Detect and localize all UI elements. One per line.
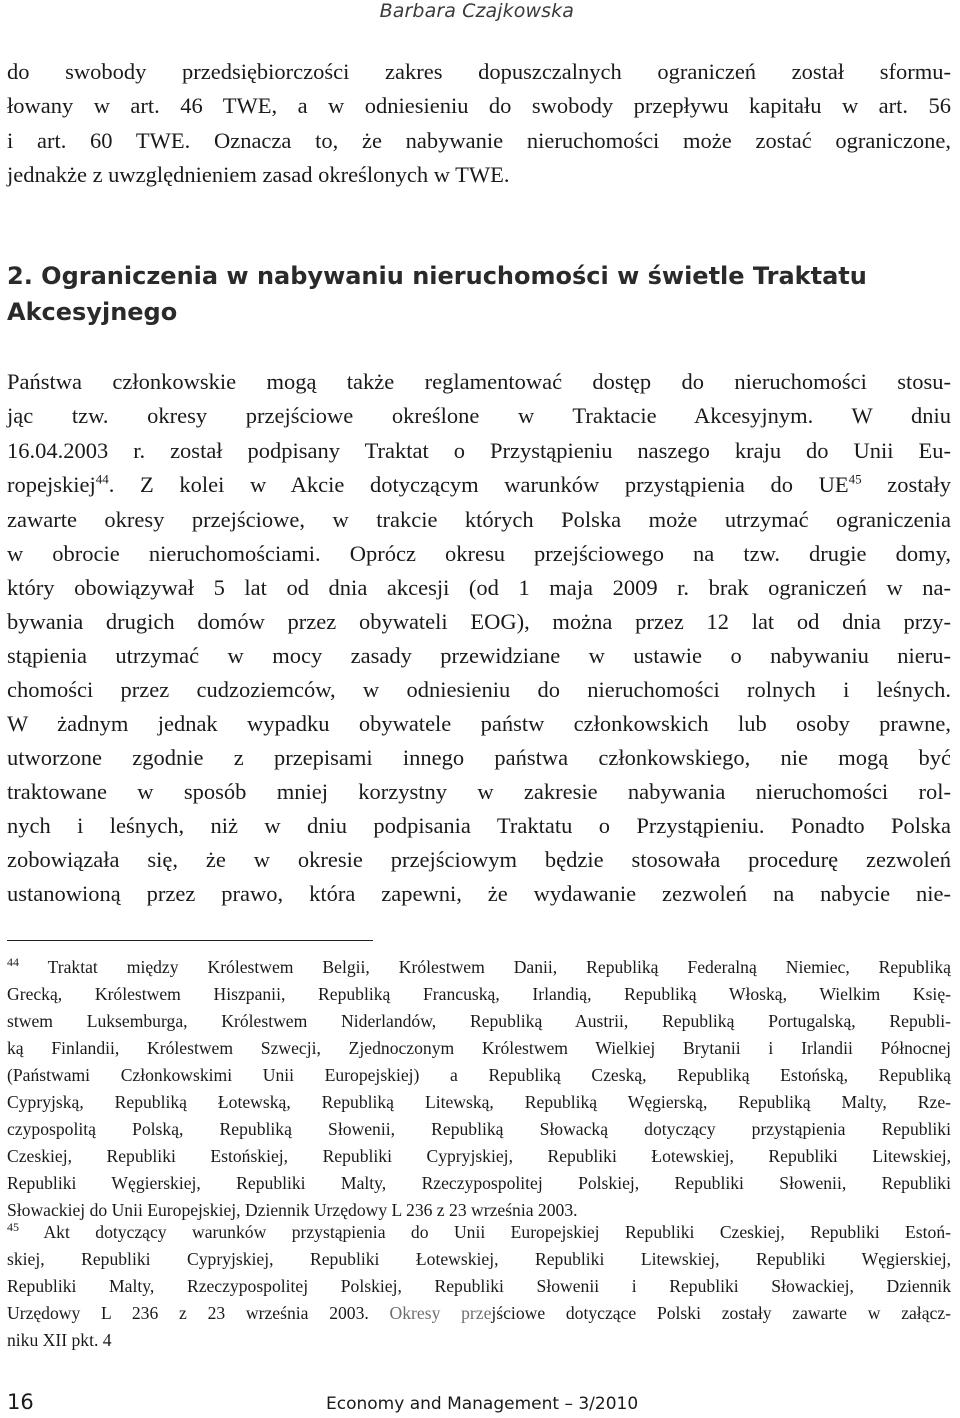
footnote-line: niku XII pkt. 4 [7, 1330, 112, 1350]
page-number: 16 [7, 1390, 34, 1414]
body-line: jąc tzw. okresy przejściowe określone w Traktacie Akcesyjnym. W dniu [7, 403, 951, 428]
footnote-number: 45 [7, 1220, 19, 1235]
body-line: utworzone zgodnie z przepisami innego państwa członkowskiego, nie mogą być [7, 745, 951, 770]
body-line: stąpienia utrzymać w mocy zasady przewidziane w ustawie o nabywaniu nieru- [7, 643, 951, 668]
footnote-separator [7, 940, 373, 941]
body-line: Państwa członkowskie mogą także reglamentować dostęp do nieruchomości stosu- [7, 369, 951, 394]
footnote-line: Grecką, Królestwem Hiszpanii, Republiką Francuską, Irlandią, Republiką Włoską, Wielkim Księ- [7, 984, 951, 1004]
body-line: ustanowioną przez prawo, która zapewni, że wydawanie zezwoleń na nabycie nie- [7, 881, 951, 906]
footnote-ref-45[interactable]: 45 [848, 471, 862, 487]
journal-footer: Economy and Management – 3/2010 [326, 1394, 639, 1414]
body-line: jednakże z uwzględnieniem zasad określonych w TWE. [7, 162, 510, 187]
footnote-line: ką Finlandii, Królestwem Szwecji, Zjednoczonym Królestwem Wielkiej Brytanii i Irlandii Północnej [7, 1038, 951, 1058]
body-line: zawarte okresy przejściowe, w trakcie których Polska może utrzymać ograniczenia [7, 507, 951, 532]
footnote-line: stwem Luksemburga, Królestwem Niderlandów, Republiką Austrii, Republiką Portugalską, Republi- [7, 1011, 951, 1031]
footnote-ref-44[interactable]: 44 [95, 471, 109, 487]
footnote-44 [7, 955, 951, 977]
footnote-line: Słowackiej do Unii Europejskiej, Dziennik Urzędowy L 236 z 23 września 2003. [7, 1200, 578, 1220]
body-line: W żadnym jednak wypadku obywatele państw członkowskich lub osoby prawne, [7, 711, 951, 736]
text-segment: . Z kolei w Akcie dotyczącym warunków przystąpienia do UE [108, 472, 849, 497]
footnote-45 [7, 1220, 951, 1242]
footnote-line [7, 1305, 951, 1323]
footnote-text: Traktat między Królestwem Belgii, Królestwem Danii, Republiką Federalną Niemiec, Republiką [19, 957, 951, 977]
running-header-author: Barbara Czajkowska [379, 0, 574, 22]
footnote-line: skiej, Republiki Cypryjskiej, Republiki Łotewskiej, Republiki Litewskiej, Republiki Węgierskiej, [7, 1249, 951, 1269]
body-line: w obrocie nieruchomościami. Oprócz okresu przejściowego na tzw. drugie domy, [7, 541, 951, 566]
footnote-line: czypospolitą Polską, Republiką Słowenii, Republiką Słowacką dotyczący przystąpienia Republiki [7, 1119, 951, 1139]
footnote-line: Republiki Węgierskiej, Republiki Malty, Rzeczypospolitej Polskiej, Republiki Słowenii, Republiki [7, 1173, 951, 1193]
body-line: do swobody przedsiębiorczości zakres dopuszczalnych ograniczeń został sformu- [7, 59, 951, 84]
body-line: chomości przez cudzoziemców, w odniesieniu do nieruchomości rolnych i leśnych. [7, 677, 951, 702]
section-heading: 2. Ograniczenia w nabywaniu nieruchomości w świetle Traktatu [7, 262, 867, 290]
body-line: nych i leśnych, niż w dniu podpisania Traktatu o Przystąpieniu. Ponadto Polska [7, 813, 951, 838]
footnote-text: jściowe dotyczące Polski zostały zawarte w załącz- [491, 1303, 951, 1323]
footnote-line: Republiki Malty, Rzeczypospolitej Polskiej, Republiki Słowenii i Republiki Słowackiej, Dziennik [7, 1276, 951, 1296]
body-line: 16.04.2003 r. został podpisany Traktat o Przystąpieniu naszego kraju do Unii Eu- [7, 438, 951, 463]
footnote-text: Urzędowy L 236 z 23 września 2003. [7, 1303, 390, 1323]
body-line: zobowiązała się, że w okresie przejściowym będzie stosowała procedurę zezwoleń [7, 847, 951, 872]
text-segment: zostały [861, 472, 951, 497]
body-line: traktowane w sposób mniej korzystny w zakresie nabywania nieruchomości rol- [7, 779, 951, 804]
section-heading-continued: Akcesyjnego [7, 298, 178, 326]
footnote-text-muted: Okresy prze [389, 1303, 492, 1323]
footnote-line: Czeskiej, Republiki Estońskiej, Republiki Cypryjskiej, Republiki Łotewskiej, Republiki Litewskiej, [7, 1146, 951, 1166]
footnote-number: 44 [7, 955, 19, 970]
footnote-line: Cypryjską, Republiką Łotewską, Republiką Litewską, Republiką Węgierską, Republiką Malty, Rze- [7, 1092, 951, 1112]
body-line: i art. 60 TWE. Oznacza to, że nabywanie nieruchomości może zostać ograniczone, [7, 128, 951, 153]
text-segment: ropejskiej [7, 472, 96, 497]
body-line: który obowiązywał 5 lat od dnia akcesji (od 1 maja 2009 r. brak ograniczeń w na- [7, 575, 951, 600]
body-line-with-footnote-refs [7, 471, 951, 497]
footnote-line: (Państwami Członkowskimi Unii Europejskiej) a Republiką Czeską, Republiką Estońską, Republiką [7, 1065, 951, 1085]
body-line: łowany w art. 46 TWE, a w odniesieniu do swobody przepływu kapitału w art. 56 [7, 93, 951, 118]
body-line: bywania drugich domów przez obywateli EOG), można przez 12 lat od dnia przy- [7, 609, 951, 634]
footnote-text: Akt dotyczący warunków przystąpienia do Unii Europejskiej Republiki Czeskiej, Republiki Estoń- [19, 1222, 951, 1242]
